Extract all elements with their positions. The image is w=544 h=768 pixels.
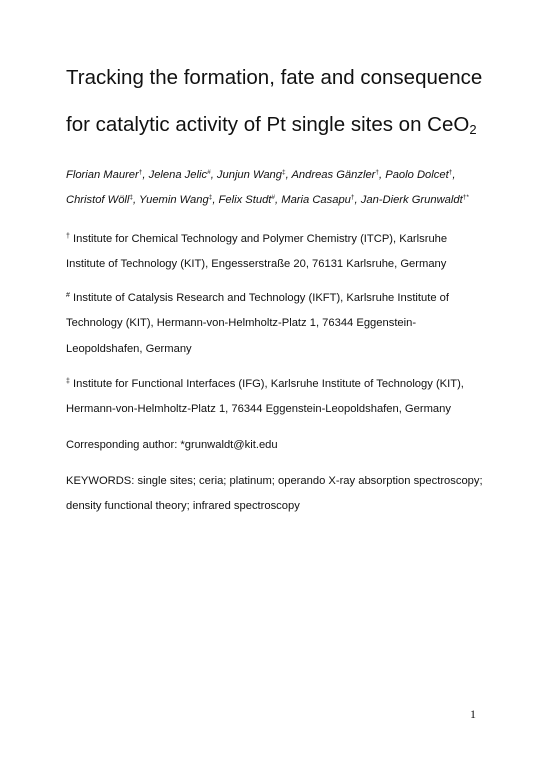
- affiliation-2-line-1: [66, 293, 449, 304]
- title-line-2: [66, 115, 516, 136]
- affiliation-2-line-3: Leopoldshafen, Germany: [66, 343, 192, 355]
- affiliation-1-line-2: Institute of Technology (KIT), Engesserstraße 20, 76131 Karlsruhe, Germany: [66, 258, 447, 270]
- affiliation-text: Institute of Catalysis Research and Technology (IKFT), Karlsruhe Institute of: [73, 292, 450, 304]
- affiliation-3-line-1: [66, 379, 464, 390]
- title-line-2-text: for catalytic activity of Pt single sites on CeO: [66, 113, 470, 136]
- author-name: Florian Maurer: [66, 169, 139, 181]
- affiliation-mark: †: [66, 233, 70, 240]
- author-affiliation-mark: ‡: [282, 169, 286, 176]
- affiliation-mark: #: [66, 292, 70, 299]
- keywords-line-2: density functional theory; infrared spectroscopy: [66, 500, 300, 512]
- keywords-line-1: KEYWORDS: single sites; ceria; platinum; operando X-ray absorption spectroscopy;: [66, 475, 483, 487]
- author-name: Yuemin Wang: [139, 194, 209, 206]
- affiliation-mark: ‡: [66, 378, 70, 385]
- author-affiliation-mark: #: [207, 169, 211, 176]
- author-affiliation-mark: #: [271, 194, 276, 201]
- author-line-2: Christof Wöll‡, Yuemin Wang‡, Felix Studt#, Maria Casapu†, Jan-Dierk Grunwaldt†*: [66, 194, 469, 206]
- page-number: 1: [470, 707, 476, 721]
- title-subscript: 2: [469, 122, 477, 137]
- author-affiliation-mark: †: [350, 194, 355, 201]
- author-name: Jelena Jelic: [148, 169, 208, 181]
- affiliation-2-line-2: Technology (KIT), Hermann-von-Helmholtz-Platz 1, 76344 Eggenstein-: [66, 317, 417, 329]
- author-name: Felix Studt: [218, 194, 272, 206]
- affiliation-3-line-2: Hermann-von-Helmholtz-Platz 1, 76344 Eggenstein-Leopoldshafen, Germany: [66, 403, 451, 415]
- affiliation-text: Institute for Functional Interfaces (IFG), Karlsruhe Institute of Technology (KIT),: [73, 378, 464, 390]
- author-name: Andreas Gänzler: [291, 169, 376, 181]
- author-affiliation-mark: ‡: [208, 194, 213, 201]
- author-affiliation-mark: ‡: [129, 194, 134, 201]
- author-line-1: Florian Maurer†, Jelena Jelic#, Junjun Wang‡, Andreas Gänzler†, Paolo Dolcet†,: [66, 169, 456, 181]
- affiliation-text: Institute for Chemical Technology and Polymer Chemistry (ITCP), Karlsruhe: [73, 233, 448, 245]
- author-name: Paolo Dolcet: [385, 169, 449, 181]
- author-name: Junjun Wang: [216, 169, 283, 181]
- title-line-1: Tracking the formation, fate and consequence: [66, 66, 483, 89]
- author-affiliation-mark: †: [138, 169, 143, 176]
- author-affiliation-mark: †: [448, 169, 453, 176]
- author-name: Maria Casapu: [281, 194, 351, 206]
- author-name: Jan-Dierk Grunwaldt: [360, 194, 463, 206]
- author-affiliation-mark: †*: [462, 194, 469, 201]
- author-name: Christof Wöll: [66, 194, 130, 206]
- corresponding-author: Corresponding author: *grunwaldt@kit.edu: [66, 439, 278, 451]
- affiliation-1-line-1: [66, 234, 447, 245]
- author-affiliation-mark: †: [375, 169, 380, 176]
